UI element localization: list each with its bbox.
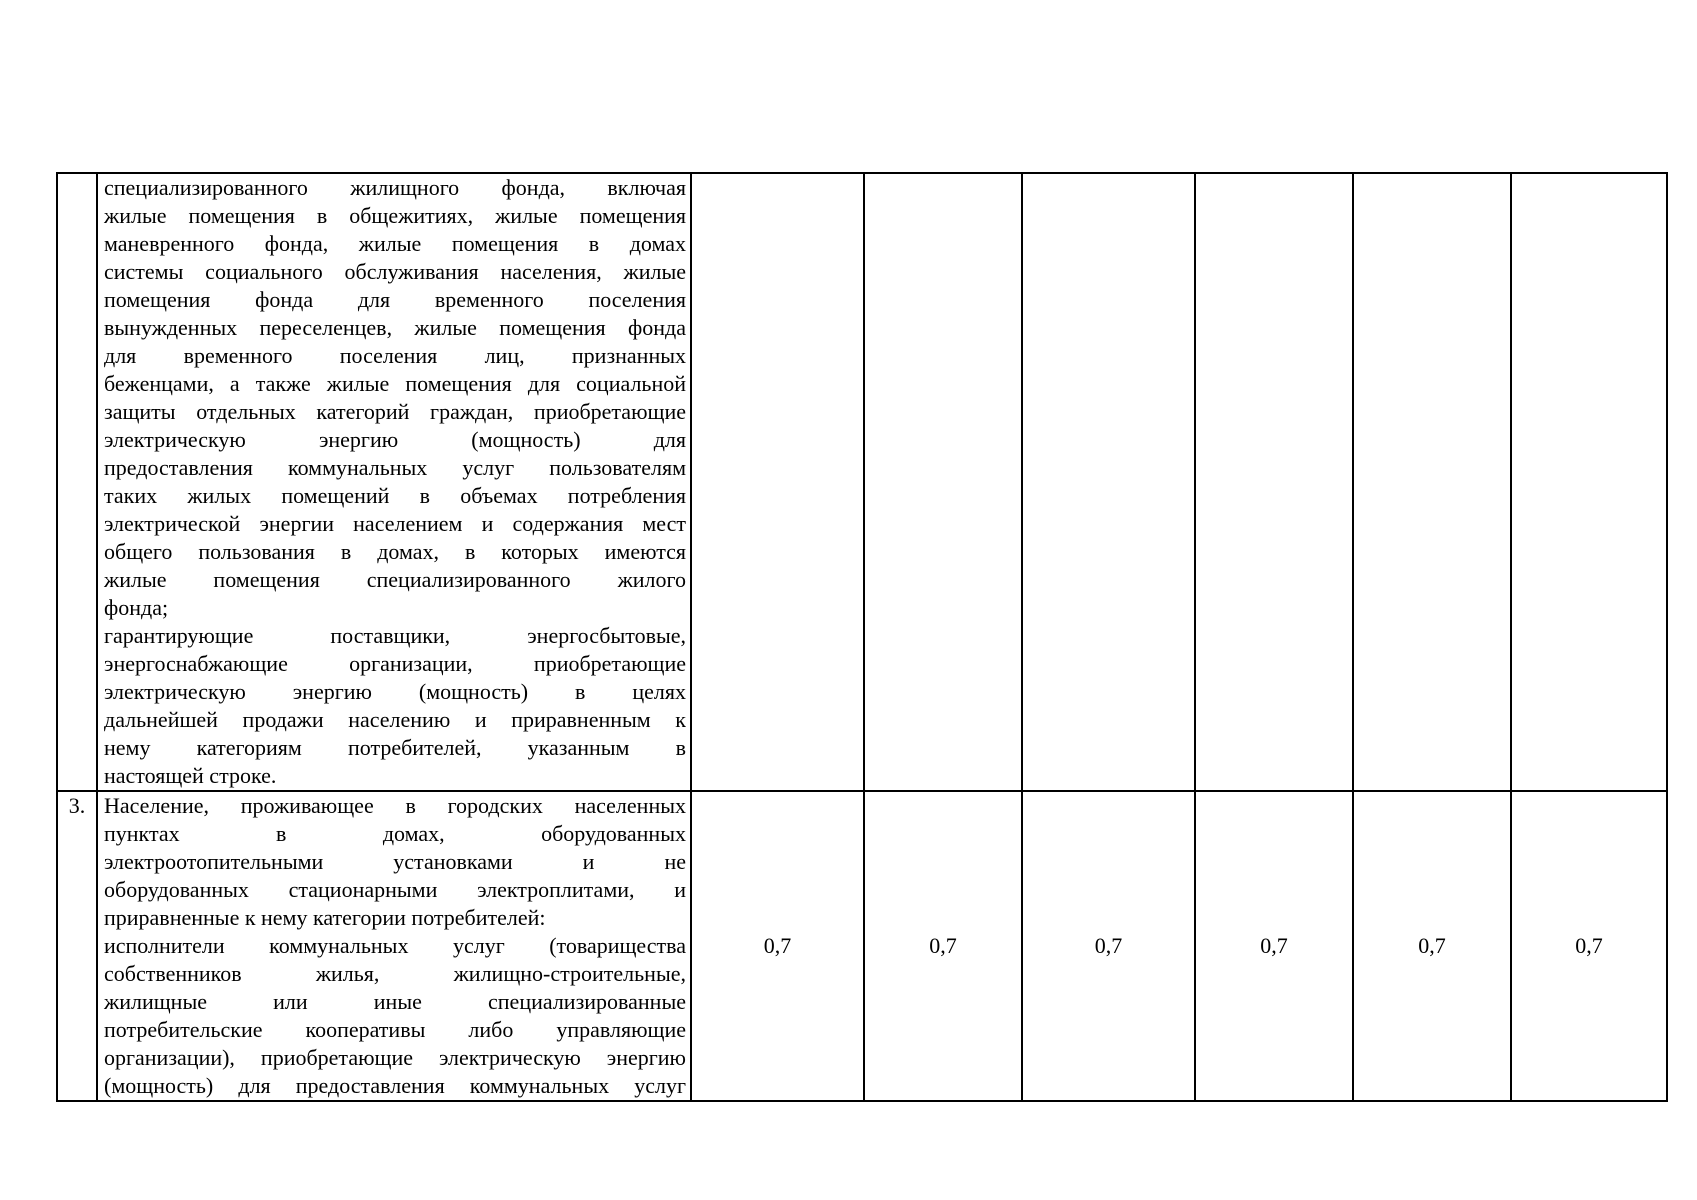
description-line: вынужденных переселенцев, жилые помещения фонда (104, 315, 686, 340)
description-line: организации), приобретающие электрическую энергию (104, 1045, 686, 1070)
tariff-table (56, 172, 1668, 1102)
description-line: собственников жилья, жилищно-строительные, (104, 961, 686, 986)
description-line: оборудованных стационарными электроплитами, и (104, 877, 686, 902)
description-line: защиты отдельных категорий граждан, приобретающие (104, 399, 686, 424)
row-number (57, 173, 97, 791)
description-line: нему категориям потребителей, указанным в (104, 735, 686, 760)
description-line: гарантирующие поставщики, энергосбытовые, (104, 623, 686, 648)
description-line: потребительские кооперативы либо управляющие (104, 1017, 686, 1042)
description-line: системы социального обслуживания населения, жилые (104, 259, 686, 284)
description-line: жилые помещения специализированного жилого (104, 567, 686, 592)
description-line: Население, проживающее в городских населенных (104, 793, 686, 818)
description-line: дальнейшей продажи населению и приравненным к (104, 707, 686, 732)
description-line: для временного поселения лиц, признанных (104, 343, 686, 368)
value-cell: 0,7 (1022, 791, 1195, 1101)
description-line: (мощность) для предоставления коммунальных услуг (104, 1073, 686, 1098)
value-cell (1511, 173, 1667, 791)
value-cell (1353, 173, 1511, 791)
description-line: общего пользования в домах, в которых имеются (104, 539, 686, 564)
value-cell (1195, 173, 1353, 791)
value-cell: 0,7 (691, 791, 864, 1101)
description-line: электрической энергии населением и содержания мест (104, 511, 686, 536)
description-line: пунктах в домах, оборудованных (104, 821, 686, 846)
value-cell (1022, 173, 1195, 791)
table-row (57, 173, 1667, 791)
row-description (97, 173, 691, 791)
description-line: жилищные или иные специализированные (104, 989, 686, 1014)
row-description (97, 791, 691, 1101)
value-cell (864, 173, 1022, 791)
value-cell: 0,7 (1353, 791, 1511, 1101)
row-number: 3. (57, 791, 97, 1101)
description-line: таких жилых помещений в объемах потребления (104, 483, 686, 508)
description-line: предоставления коммунальных услуг пользователям (104, 455, 686, 480)
description-line: помещения фонда для временного поселения (104, 287, 686, 312)
description-line: электрическую энергию (мощность) для (104, 427, 686, 452)
value-cell: 0,7 (864, 791, 1022, 1101)
description-line: исполнители коммунальных услуг (товарищества (104, 933, 686, 958)
description-line: электроотопительными установками и не (104, 849, 686, 874)
description-line: беженцами, а также жилые помещения для социальной (104, 371, 686, 396)
description-line: электрическую энергию (мощность) в целях (104, 679, 686, 704)
value-cell (691, 173, 864, 791)
description-line: настоящей строке. (104, 763, 277, 788)
value-cell: 0,7 (1195, 791, 1353, 1101)
table-row (57, 791, 1667, 1101)
description-line: маневренного фонда, жилые помещения в домах (104, 231, 686, 256)
value-cell: 0,7 (1511, 791, 1667, 1101)
description-line: жилые помещения в общежитиях, жилые помещения (104, 203, 686, 228)
description-line: приравненные к нему категории потребителей: (104, 905, 546, 930)
description-line: энергоснабжающие организации, приобретающие (104, 651, 686, 676)
description-line: специализированного жилищного фонда, включая (104, 175, 686, 200)
description-line: фонда; (104, 595, 169, 620)
